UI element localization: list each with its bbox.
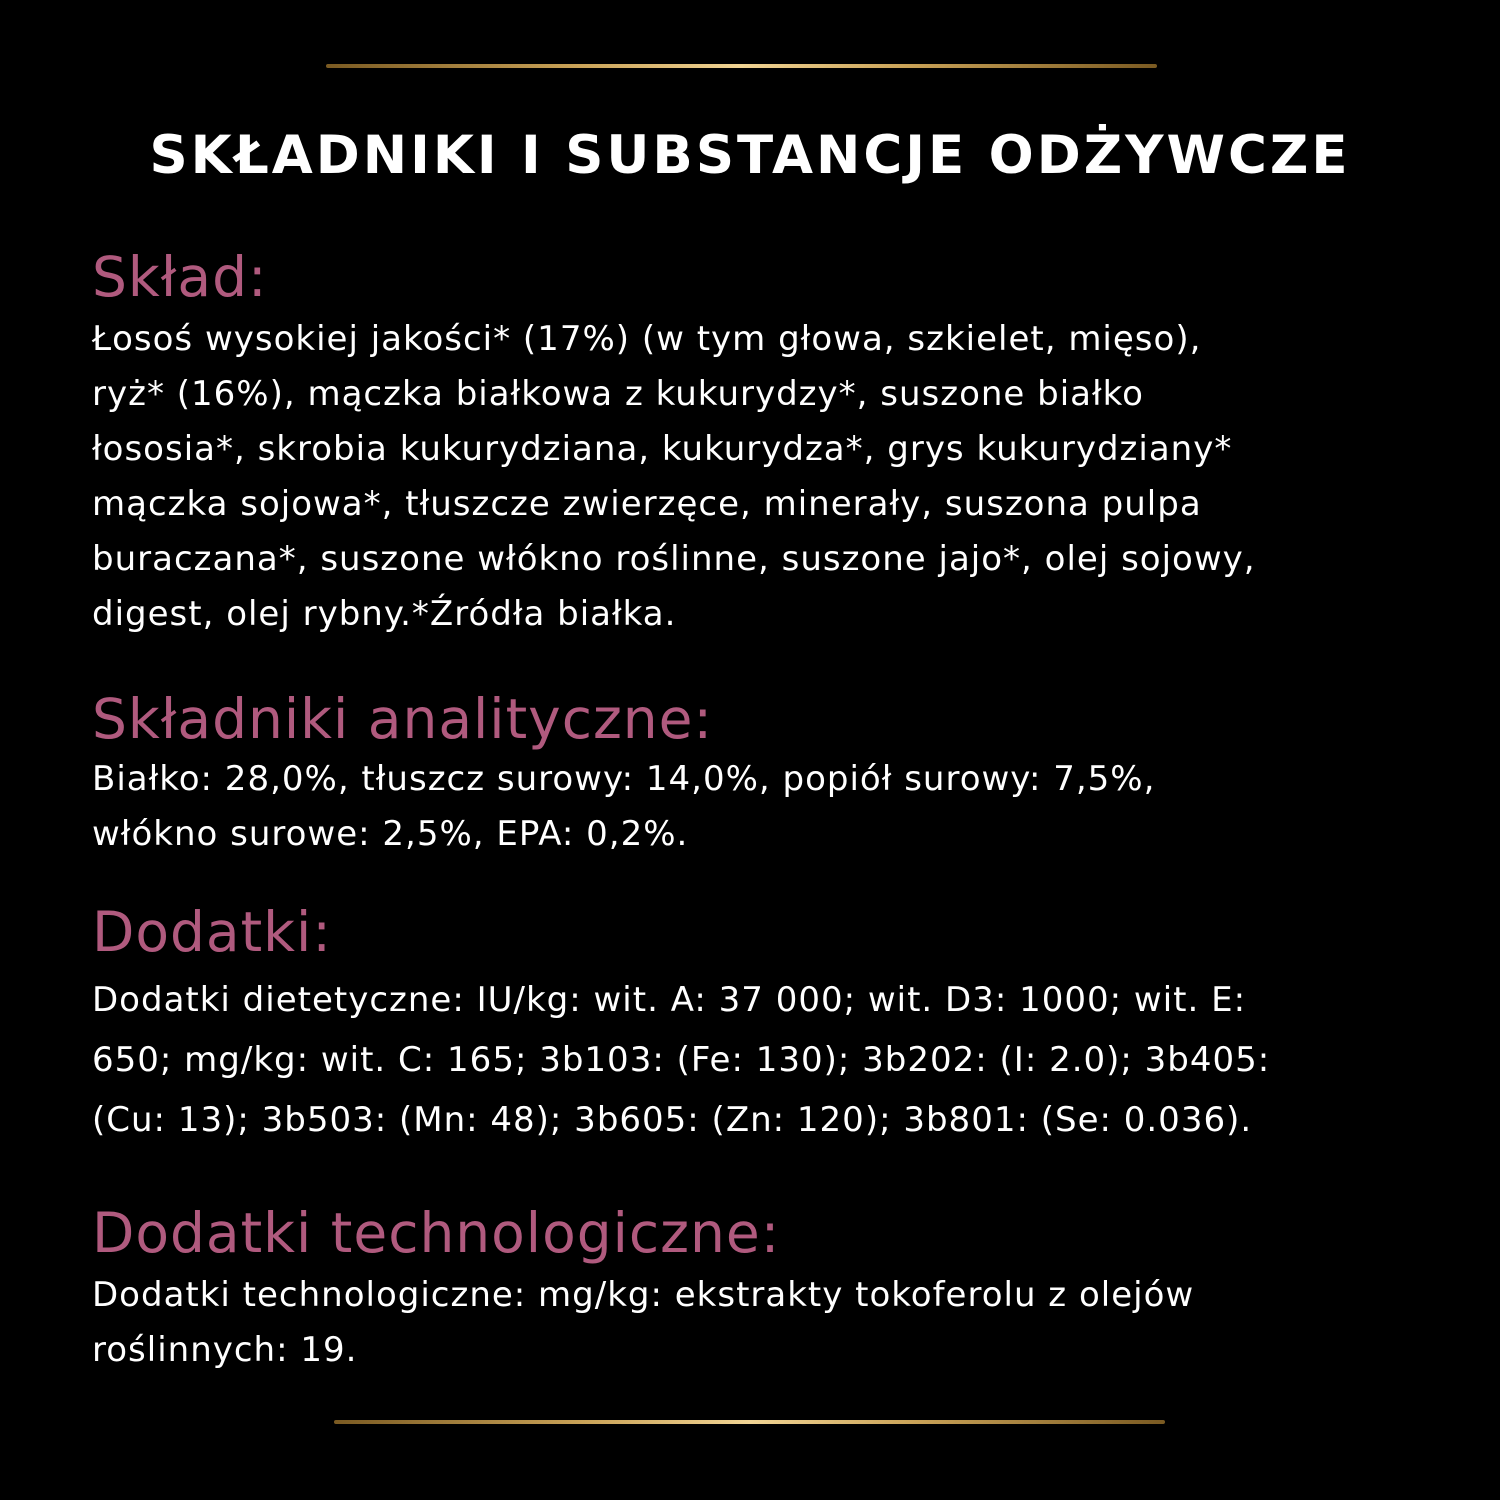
text-line: buraczana*, suszone włókno roślinne, suszone jajo*, olej sojowy, [92,539,1256,579]
text-line: 650; mg/kg: wit. C: 165; 3b103: (Fe: 130); 3b202: (I: 2.0); 3b405: [92,1040,1271,1080]
text-line: digest, olej rybny.*Źródła białka. [92,594,677,634]
text-line: włókno surowe: 2,5%, EPA: 0,2%. [92,814,689,854]
top-divider [326,64,1157,68]
text-line: Dodatki technologiczne: mg/kg: ekstrakty tokoferolu z olejów [92,1275,1195,1315]
text-line: Białko: 28,0%, tłuszcz surowy: 14,0%, popiół surowy: 7,5%, [92,759,1156,799]
section-body-sklad [92,312,1256,642]
section-heading-additives: Dodatki: [92,900,332,964]
section-body-additives [92,970,1270,1150]
section-heading-sklad: Skład: [92,245,268,309]
text-line: roślinnych: 19. [92,1330,358,1370]
text-line: ryż* (16%), mączka białkowa z kukurydzy*, suszone białko [92,374,1144,414]
text-line: mączka sojowa*, tłuszcze zwierzęce, minerały, suszona pulpa [92,484,1202,524]
text-line: łososia*, skrobia kukurydziana, kukurydza*, grys kukurydziany* [92,429,1233,469]
text-line: Łosoś wysokiej jakości* (17%) (w tym głowa, szkielet, mięso), [92,319,1202,359]
section-body-analytical [92,752,1155,862]
page-title: SKŁADNIKI I SUBSTANCJE ODŻYWCZE [149,125,1351,186]
section-body-technological [92,1268,1194,1378]
section-heading-technological: Dodatki technologiczne: [92,1201,781,1265]
bottom-divider [334,1420,1165,1424]
text-line: Dodatki dietetyczne: IU/kg: wit. A: 37 000; wit. D3: 1000; wit. E: [92,980,1247,1020]
text-line: (Cu: 13); 3b503: (Mn: 48); 3b605: (Zn: 120); 3b801: (Se: 0.036). [92,1100,1253,1140]
section-heading-analytical: Składniki analityczne: [92,687,714,751]
